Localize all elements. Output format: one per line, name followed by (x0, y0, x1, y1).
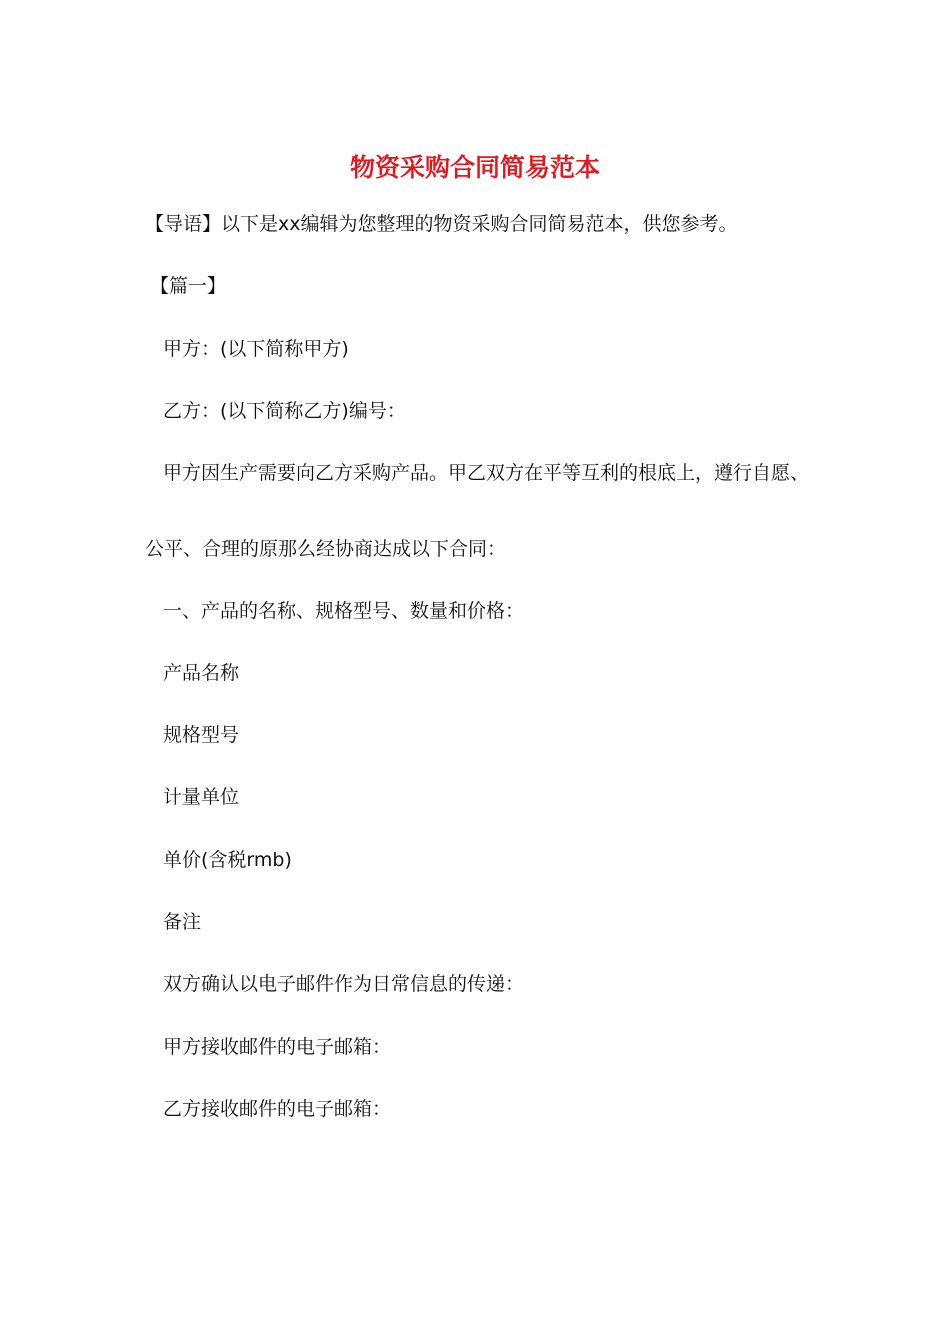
party-b-email-line: 乙方接收邮件的电子邮箱： (163, 1098, 392, 1120)
email-confirm-line: 双方确认以电子邮件作为日常信息的传递： (163, 973, 525, 995)
spec-model-label: 规格型号 (163, 724, 240, 746)
party-a-line: 甲方：(以下简称甲方) (163, 338, 349, 360)
party-b-line: 乙方：(以下简称乙方)编号： (163, 400, 406, 422)
section-heading: 【篇一】 (150, 275, 227, 297)
party-a-email-line: 甲方接收邮件的电子邮箱： (163, 1036, 392, 1058)
document-title: 物资采购合同简易范本 (349, 153, 600, 182)
intro-text: 【导语】以下是xx编辑为您整理的物资采购合同简易范本，供您参考。 (145, 213, 738, 235)
product-name-label: 产品名称 (163, 662, 240, 684)
unit-label: 计量单位 (163, 786, 240, 808)
remarks-label: 备注 (163, 911, 202, 933)
paragraph-line-1: 甲方因生产需要向乙方采购产品。甲乙双方在平等互利的根底上，遵行自愿、 (163, 462, 810, 484)
paragraph-line-2: 公平、合理的原那么经协商达成以下合同： (145, 538, 507, 560)
unit-price-label: 单价(含税rmb) (163, 849, 292, 871)
clause-one-heading: 一、产品的名称、规格型号、数量和价格： (163, 600, 525, 622)
